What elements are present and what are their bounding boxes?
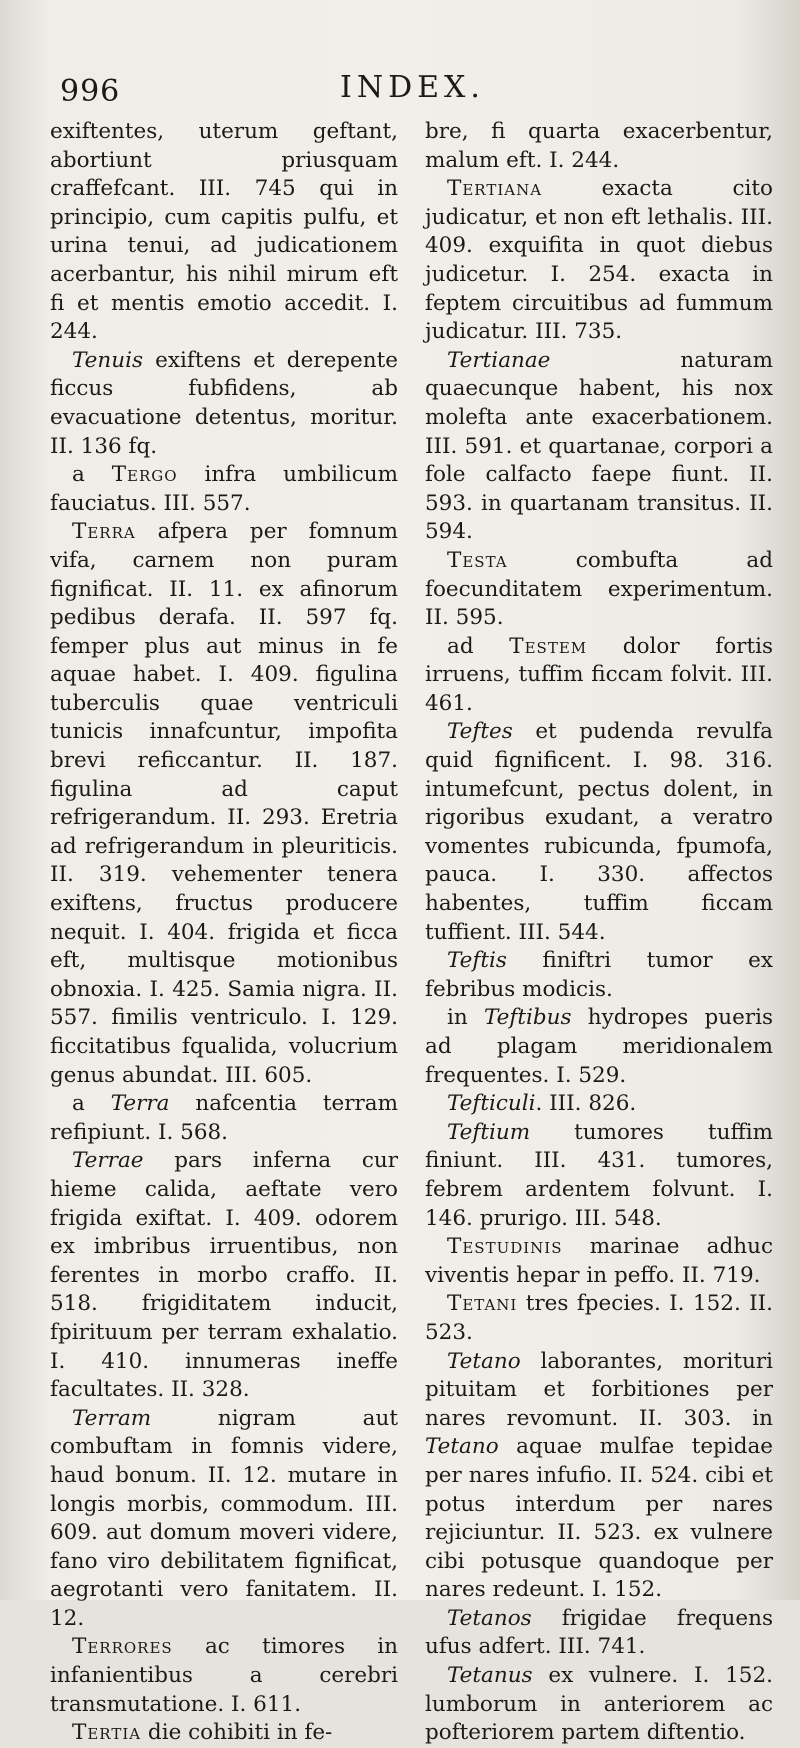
entry-text: pars inferna cur hieme calida, aeftate vero frigida exiftat. I. 409. odorem ex imbribus irruentibus, non ferentes in morbo craffo. II. 518. frigiditatem inducit, fpirituum per terram exhalatio. I. 410. innumeras ineffe facultates. II. 328.	[50, 1148, 398, 1403]
entry-headword: Testa	[447, 547, 508, 573]
entry-text: hydropes pueris ad plagam meridionalem frequentes. I. 529.	[425, 1005, 774, 1088]
index-entry	[425, 1233, 773, 1290]
entry-text: . III. 826.	[535, 1091, 637, 1117]
page-header	[60, 60, 760, 108]
page-number: 996	[60, 74, 121, 109]
index-entry	[425, 947, 773, 1004]
index-entry	[50, 461, 398, 518]
index-entry	[50, 518, 398, 1090]
entry-text: bre, fi quarta exacerbentur, malum eft. I. 244.	[425, 119, 773, 173]
entry-text: aquae mulfae tepidae per nares infufio. II. 524. cibi et potus interdum per nares rejiciuntur. II. 523. ex vulnere cibi potusque quandoque per nares redeunt. I. 152.	[425, 1434, 773, 1603]
index-entry	[50, 1147, 398, 1404]
entry-term: Tenuis	[72, 347, 143, 373]
entry-headword: Terrores	[72, 1634, 173, 1660]
entry-term: Terram	[72, 1405, 152, 1431]
entry-headword: Testudinis	[447, 1234, 563, 1260]
entry-text: dolor fortis irruens, tuffim ficcam folvit. III. 461.	[425, 633, 773, 716]
entry-text: exacta cito judicatur, et non eft lethalis. III. 409. exquifita in quot diebus judicetur. I. 254. exacta in feptem circuitibus ad fummum judicatur. III. 735.	[425, 176, 773, 345]
entry-headword: Tertia	[72, 1720, 142, 1746]
entry-term: Tetanus	[447, 1663, 533, 1689]
entry-term: Teftis	[447, 948, 507, 974]
entry-text: exiftentes, uterum geftant, abortiunt priusquam craffefcant. III. 745 qui in principio, cum capitis pulfu, et urina tenui, ad judicationem acerbantur, his nihil mirum eft fi et mentis emotio accedit. I. 244.	[50, 119, 398, 345]
entry-text: nigram aut combuftam in fomnis videre, haud bonum. II. 12. mutare in longis morbis, commodum. III. 609. aut domum moveri videre, fano viro debilitatem fignificat, aegrotanti vero fanitatem. II. 12.	[50, 1405, 398, 1631]
entry-text: marinae adhuc viventis hepar in peffo. II. 719.	[425, 1234, 773, 1288]
index-entry	[425, 1119, 773, 1233]
entry-term: Tetano	[447, 1348, 521, 1374]
index-entry	[425, 718, 773, 947]
entry-text: ex vulnere. I. 152. lumborum in anteriorem ac pofteriorem partem diftentio.	[425, 1663, 773, 1746]
index-entry	[425, 633, 773, 719]
index-entry	[425, 1004, 773, 1090]
entry-text: tres fpecies. I. 152. II. 523.	[425, 1291, 773, 1345]
entry-text: die cohibiti in fe-	[141, 1720, 333, 1746]
entry-headword: Tetani	[447, 1291, 518, 1317]
entry-text: nafcentia terram refipiunt. I. 568.	[50, 1091, 398, 1145]
index-entry	[425, 1348, 773, 1605]
index-entry	[50, 1633, 398, 1719]
running-head: INDEX.	[340, 70, 485, 105]
right-column	[425, 118, 774, 1746]
entry-text: combufta ad foecunditatem experimentum. II. 595.	[425, 547, 773, 631]
entry-term: Tetano	[425, 1434, 499, 1460]
entry-headword: Testem	[509, 633, 588, 659]
index-entry	[50, 118, 398, 347]
entry-text: a	[72, 462, 112, 488]
entry-term: Teftium	[447, 1119, 531, 1145]
index-entry	[425, 1662, 773, 1748]
entry-text: finiftri tumor ex febribus modicis.	[425, 948, 773, 1002]
entry-headword: Tergo	[111, 462, 178, 488]
entry-term: Tertianae	[447, 347, 551, 373]
entry-text: infra umbilicum fauciatus. III. 557.	[50, 462, 398, 516]
index-entry	[50, 1405, 398, 1634]
entry-headword: Terra	[72, 519, 136, 545]
entry-headword: Tertiana	[447, 176, 543, 202]
entry-term: Teftes	[447, 719, 513, 745]
entry-text: ad	[447, 633, 510, 659]
entry-text: in	[447, 1005, 484, 1031]
entry-term: Teftibus	[483, 1005, 572, 1031]
index-entry	[50, 1719, 398, 1748]
entry-term: Tefticuli	[447, 1091, 536, 1117]
entry-text: ac timores in infanientibus a cerebri transmutatione. I. 611.	[50, 1634, 398, 1717]
entry-text: exiftens et derepente ficcus fubfidens, ab evacuatione detentus, moritur. II. 136 fq.	[50, 347, 398, 459]
index-entry	[425, 1090, 773, 1119]
index-entry	[425, 175, 773, 347]
index-entry	[425, 547, 773, 633]
entry-term: Terra	[110, 1091, 170, 1117]
entry-term: Tetanos	[447, 1605, 532, 1631]
entry-text: afpera per fomnum vifa, carnem non puram fignificat. II. 11. ex afinorum pedibus derafa. II. 597 fq. femper plus aut minus in fe aquae habet. I. 409. figulina tuberculis quae ventriculi tunicis innafcuntur, impofita brevi reficcantur. II. 187. figulina ad caput refrigerandum. II. 293. Eretria ad refrigerandum in pleuriticis. II. 319. vehementer tenera exiftens, fructus producere nequit. I. 404. frigida et ficca eft, multisque motionibus obnoxia. I. 425. Samia nigra. II. 557. fimilis ventriculo. I. 129. ficcitatibus fqualida, volucrium genus abundat. III. 605.	[50, 519, 398, 1088]
entry-text: tumores tuffim finiunt. III. 431. tumores, febrem ardentem folvunt. I. 146. prurigo. III. 548.	[425, 1119, 773, 1231]
left-column	[50, 118, 398, 1746]
entry-text: a	[72, 1091, 111, 1117]
index-entry	[425, 1605, 773, 1662]
entry-text: naturam quaecunque habent, his nox molefta ante exacerbationem. III. 591. et quartanae, corpori a fole calfacto faepe fiunt. II. 593. in quartanam transitus. II. 594.	[425, 347, 773, 545]
index-entry	[425, 118, 773, 175]
index-entry	[425, 347, 773, 547]
entry-text: laborantes, morituri pituitam et forbitiones per nares revomunt. II. 303. in	[425, 1348, 773, 1431]
entry-text: frigidae frequens ufus adfert. III. 741.	[425, 1605, 773, 1660]
index-entry	[50, 347, 398, 461]
entry-term: Terrae	[72, 1148, 144, 1174]
index-entry	[425, 1290, 773, 1347]
index-entry	[50, 1090, 398, 1147]
entry-text: et pudenda revulfa quid fignificent. I. 98. 316. intumefcunt, pectus dolent, in rigoribus exudant, a veratro vomentes rubicunda, fpumofa, pauca. I. 330. affectos habentes, tuffim ficcam tuffient. III. 544.	[425, 719, 773, 945]
